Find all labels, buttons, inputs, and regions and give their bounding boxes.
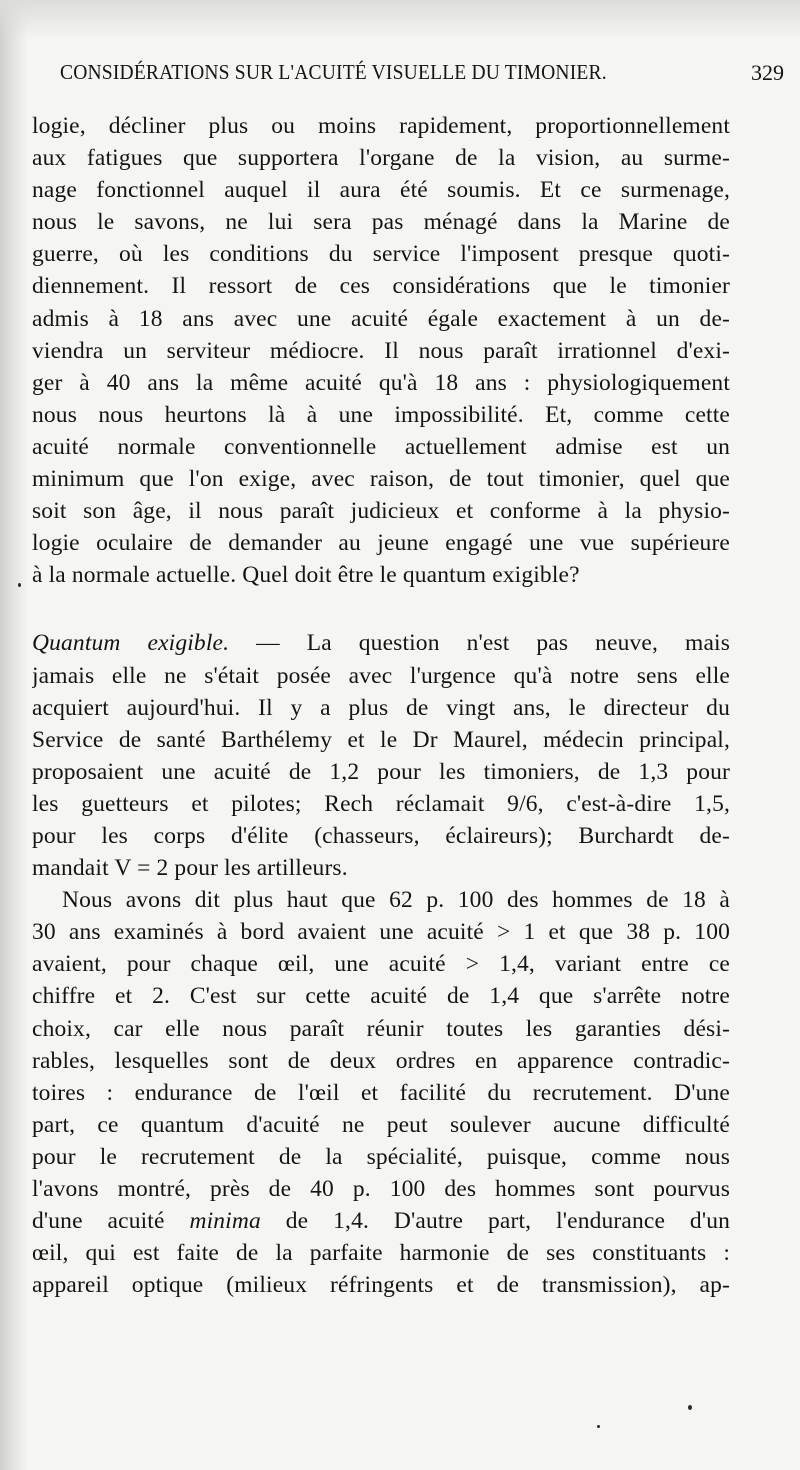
text-run: de 1,4. D'autre part, l'endurance d'un — [260, 1208, 730, 1235]
text-line: ger à 40 ans la même acuité qu'à 18 ans : physiologiquement — [32, 369, 730, 396]
text-line: acquiert aujourd'hui. Il y a plus de vingt ans, le directeur du — [32, 694, 730, 721]
running-title: CONSIDÉRATIONS SUR L'ACUITÉ VISUELLE DU TIMONIER. — [60, 60, 607, 84]
text-line: guerre, où les conditions du service l'imposent presque quoti- — [32, 241, 730, 268]
text-line: œil, qui est faite de la parfaite harmonie de ses constituants : — [32, 1240, 730, 1267]
body-text — [32, 110, 730, 1301]
text-line: à la normale actuelle. Quel doit être le quantum exigible? — [32, 562, 580, 589]
text-line: jamais elle ne s'était posée avec l'urgence qu'à notre sens elle — [32, 662, 730, 689]
ink-speck — [18, 583, 21, 587]
text-run: — La question n'est pas neuve, mais — [229, 630, 730, 657]
text-line: choix, car elle nous paraît réunir toutes les garanties dési- — [32, 1015, 730, 1042]
paragraph-1 — [32, 110, 730, 591]
text-line: avaient, pour chaque œil, une acuité > 1,4, variant entre ce — [32, 951, 730, 978]
text-line: logie oculaire de demander au jeune engagé une vue supérieure — [32, 530, 730, 557]
text-line: les guetteurs et pilotes; Rech réclamait 9/6, c'est-à-dire 1,5, — [32, 790, 730, 817]
text-line: pour les corps d'élite (chasseurs, éclaireurs); Burchardt de- — [32, 822, 730, 849]
page-shadow-left — [0, 0, 28, 1470]
text-run: d'une acuité — [32, 1208, 190, 1235]
text-line: nous le savons, ne lui sera pas ménagé dans la Marine de — [32, 209, 730, 236]
ink-speck — [597, 1425, 600, 1428]
text-line: part, ce quantum d'acuité ne peut soulever aucune difficulté — [32, 1111, 730, 1138]
paragraph-2 — [32, 627, 730, 884]
text-line: appareil optique (milieux réfringents et de transmission), ap- — [32, 1272, 730, 1299]
text-line: proposaient une acuité de 1,2 pour les timoniers, de 1,3 pour — [32, 758, 730, 785]
text-line: 30 ans examinés à bord avaient une acuité > 1 et que 38 p. 100 — [32, 919, 730, 946]
text-line: rables, lesquelles sont de deux ordres en apparence contradic- — [32, 1047, 730, 1074]
paragraph-3 — [32, 884, 730, 1301]
text-line: Service de santé Barthélemy et le Dr Maurel, médecin principal, — [32, 726, 730, 753]
italic-term: minima — [189, 1208, 261, 1235]
text-line — [32, 1205, 730, 1237]
text-line: nous nous heurtons là à une impossibilité. Et, comme cette — [32, 401, 730, 428]
page-shadow-top — [0, 0, 800, 40]
text-line: l'avons montré, près de 40 p. 100 des hommes sont pourvus — [32, 1176, 730, 1202]
ink-speck — [688, 1405, 692, 1410]
text-line: mandait V = 2 pour les artilleurs. — [32, 855, 348, 882]
text-line: acuité normale conventionnelle actuellement admise est un — [32, 433, 730, 460]
text-line: Nous avons dit plus haut que 62 p. 100 des hommes de 18 à — [62, 887, 730, 914]
text-line: viendra un serviteur médiocre. Il nous paraît irrationnel d'exi- — [32, 337, 730, 364]
running-header — [60, 60, 784, 94]
text-line: logie, décliner plus ou moins rapidement, proportionnellement — [32, 113, 730, 139]
text-line: chiffre et 2. C'est sur cette acuité de 1,4 que s'arrête notre — [32, 983, 730, 1010]
paragraph-spacer — [32, 591, 730, 627]
text-line: pour le recrutement de la spécialité, puisque, comme nous — [32, 1143, 730, 1170]
page-number: 329 — [751, 60, 784, 85]
text-line: nage fonctionnel auquel il aura été soumis. Et ce surmenage, — [32, 177, 730, 204]
text-line: toires : endurance de l'œil et facilité du recrutement. D'une — [32, 1079, 730, 1106]
text-line: soit son âge, il nous paraît judicieux et conforme à la physio- — [32, 498, 730, 525]
section-heading: Quantum exigible. — [32, 630, 230, 657]
text-line — [32, 627, 730, 659]
text-line: aux fatigues que supportera l'organe de la vision, au surme- — [32, 145, 730, 172]
text-line: diennement. Il ressort de ces considérations que le timonier — [32, 273, 730, 300]
text-line: minimum que l'on exige, avec raison, de tout timonier, quel que — [32, 466, 730, 493]
text-line: admis à 18 ans avec une acuité égale exactement à un de- — [32, 305, 730, 332]
